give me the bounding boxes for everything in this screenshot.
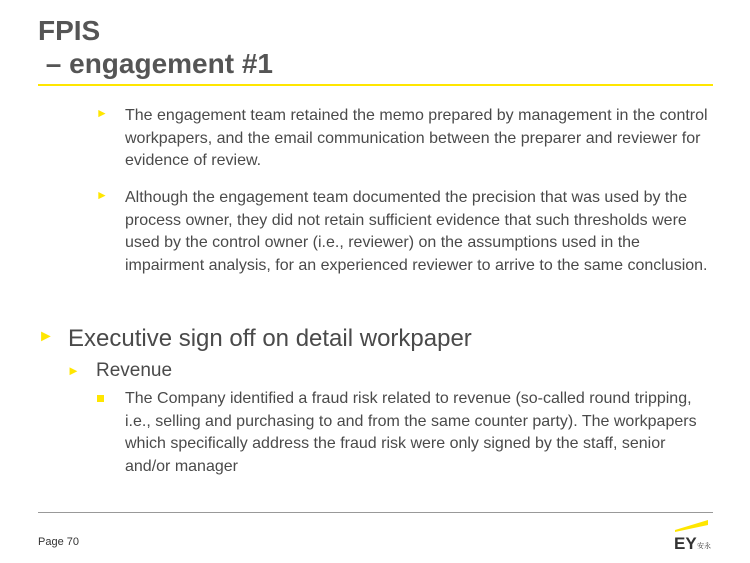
slide-title-line-2: – engagement #1 [38,48,273,79]
arrow-bullet-icon: ► [96,106,108,120]
bullet-executive-sign-off [38,324,708,354]
bullet-memo-retained [96,105,711,173]
footer-divider [38,512,713,513]
ey-logo-icon [672,516,714,552]
square-bullet-icon [97,395,104,402]
bullet-precision-evidence [96,187,711,277]
page-number: Page 70 [38,536,79,548]
arrow-bullet-icon: ► [38,328,54,345]
arrow-bullet-icon: ► [96,188,108,202]
bullet-text: Although the engagement team documented the precision that was used by the process owner, they did not retain sufficient evidence that such thresholds were used by the control owner (i.e., reviewer) on the assumptions used in the impairment analysis, for an experienced reviewer to arrive to the same conclusion. [125,189,708,274]
title-underline [38,84,713,86]
bullet-text: Revenue [96,360,173,381]
bullet-revenue [67,359,707,383]
slide-title [38,14,273,80]
bullet-text: The engagement team retained the memo prepared by management in the control workpapers, and the email communication between the preparer and reviewer for evidence of review. [125,107,708,169]
slide-title-line-1: FPIS [38,15,101,46]
logo-text: EY [674,534,697,552]
bullet-text: Executive sign off on detail workpaper [68,325,472,352]
bullet-text: The Company identified a fraud risk related to revenue (so-called round tripping, i.e., selling and purchasing to and from the same counter party). The workpapers which specifically address the fraud risk were only signed by the staff, senior and/or manager [125,390,697,475]
logo-chinese-text: 安永 [697,542,711,550]
bullet-fraud-risk [96,388,711,478]
arrow-bullet-icon: ► [67,363,80,378]
